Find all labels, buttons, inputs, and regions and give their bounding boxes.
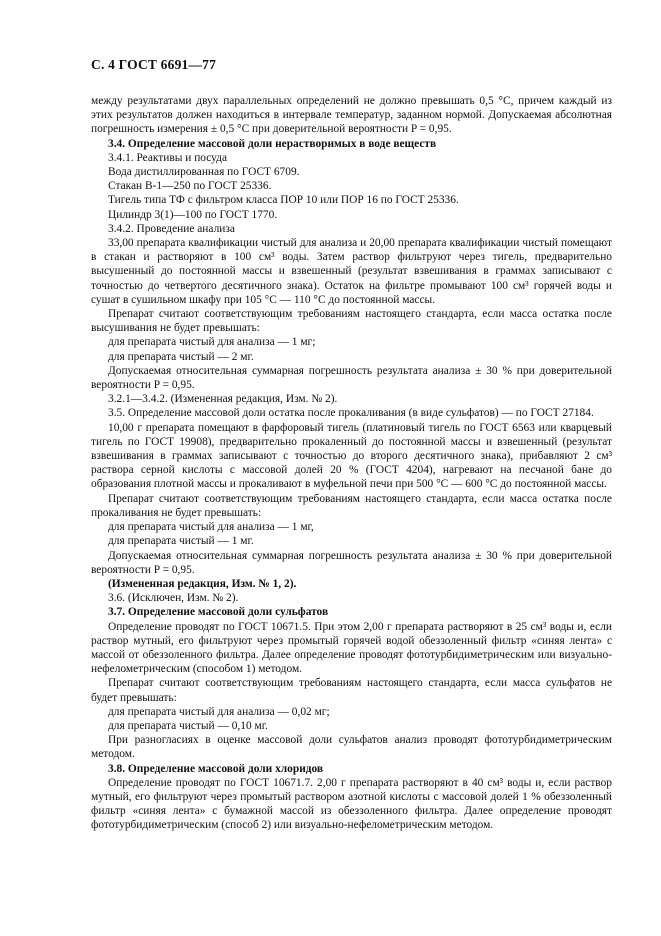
paragraph: Допускаемая относительная суммарная погрешность результата анализа ± 30 % при доверительной вероятности P = 0,95. [91, 549, 612, 576]
section-heading: 3.8. Определение массовой доли хлоридов [108, 762, 324, 775]
page-header: С. 4 ГОСТ 6691—77 [91, 57, 217, 72]
paragraph: для препарата чистый — 1 мг. [108, 535, 254, 548]
paragraph: для препарата чистый — 0,10 мг. [108, 719, 268, 732]
section-heading: 3.4. Определение массовой доли нерастворимых в воде веществ [108, 137, 437, 150]
paragraph: Определение проводят по ГОСТ 10671.7. 2,00 г препарата растворяют в 40 см³ воды и, если раствор мутный, его фильтруют через промытый раствором азотной кислоты с массовой долей 1 % обеззоленный фильтр «синяя лента» с бумажной массой из обеззоленного фильтра. Далее определение проводят фототурбидиметрическим (способ 2) или визуально-нефелометрическим методом. [91, 776, 612, 832]
paragraph: для препарата чистый — 2 мг. [108, 350, 254, 363]
paragraph: между результатами двух параллельных определений не должно превышать 0,5 °С, причем каждый из этих результатов должен находиться в интервале температур, заданном нормой. Допускаемая абсолютная погрешность измерения ± 0,5 °С при доверительной вероятности P = 0,95. [91, 95, 612, 136]
paragraph: 3.5. Определение массовой доли остатка после прокаливания (в виде сульфатов) — по ГОСТ 27184. [108, 407, 594, 420]
paragraph: Тигель типа ТФ с фильтром класса ПОР 10 или ПОР 16 по ГОСТ 25336. [108, 194, 459, 207]
paragraph: для препарата чистый для анализа — 1 мг; [108, 336, 316, 349]
paragraph: Допускаемая относительная суммарная погрешность результата анализа ± 30 % при доверительной вероятности P = 0,95. [91, 364, 612, 392]
paragraph: Стакан В-1—250 по ГОСТ 25336. [108, 180, 272, 193]
paragraph: 10,00 г препарата помещают в фарфоровый тигель (платиновый тигель по ГОСТ 6563 или кварцевый тигель по ГОСТ 19908), предварительно прокаленный до постоянной массы и взвешенный (результат взвешивания в граммах записывают с точностью до второго десятичного знака), прибавляют 2 см³ раствора серной кислоты с массовой долей 20 % (ГОСТ 4204), нагревают на песчаной бане до образования плотной массы и прокаливают в муфельной печи при 500 °С — 600 °С до постоянной массы. [91, 421, 612, 491]
paragraph: Цилиндр 3(1)—100 по ГОСТ 1770. [108, 208, 278, 221]
paragraph: 3.4.2. Проведение анализа [108, 222, 235, 235]
paragraph: для препарата чистый для анализа — 1 мг, [108, 521, 314, 534]
paragraph: для препарата чистый для анализа — 0,02 мг; [108, 705, 330, 718]
paragraph: Препарат считают соответствующим требованиям настоящего стандарта, если масса остатка после высушивания не будет превышать: [91, 308, 612, 335]
paragraph: Вода дистиллированная по ГОСТ 6709. [108, 166, 300, 179]
paragraph: 3.4.1. Реактивы и посуда [108, 151, 228, 164]
paragraph: 3.6. (Исключен, Изм. № 2). [108, 592, 239, 605]
paragraph: Препарат считают соответствующим требованиям настоящего стандарта, если масса сульфатов не будет превышать: [91, 677, 612, 704]
paragraph: 33,00 препарата квалификации чистый для анализа и 20,00 препарата квалификации чистый помещают в стакан и растворяют в 100 см³ воды. Затем раствор фильтруют через тигель, предварительно высушенный до постоянной массы и взвешенный (результат взвешивания в граммах записывают с точностью до четвертого десятичного знака). Остаток на фильтре промывают 100 см³ горячей воды и сушат в сушильном шкафу при 105 °С — 110 °С до постоянной массы. [91, 237, 612, 306]
paragraph: 3.2.1—3.4.2. (Измененная редакция, Изм. № 2). [108, 393, 338, 406]
section-heading: (Измененная редакция, Изм. № 1, 2). [108, 577, 297, 590]
document-body [91, 94, 612, 833]
section-heading: 3.7. Определение массовой доли сульфатов [108, 606, 329, 619]
paragraph: При разногласиях в оценке массовой доли сульфатов анализ проводят фототурбидиметрическим методом. [91, 734, 612, 761]
paragraph: Препарат считают соответствующим требованиям настоящего стандарта, если масса остатка после прокаливания не будет превышать: [91, 492, 612, 519]
paragraph: Определение проводят по ГОСТ 10671.5. При этом 2,00 г препарата растворяют в 25 см³ воды и, если раствор мутный, его фильтруют через промытый горячей водой обеззоленный фильтр «синяя лента» с массой от обеззоленного фильтра. Далее определение проводят фототурбидиметрическим или визуально-нефелометрическим (способом 1) методом. [91, 620, 612, 676]
